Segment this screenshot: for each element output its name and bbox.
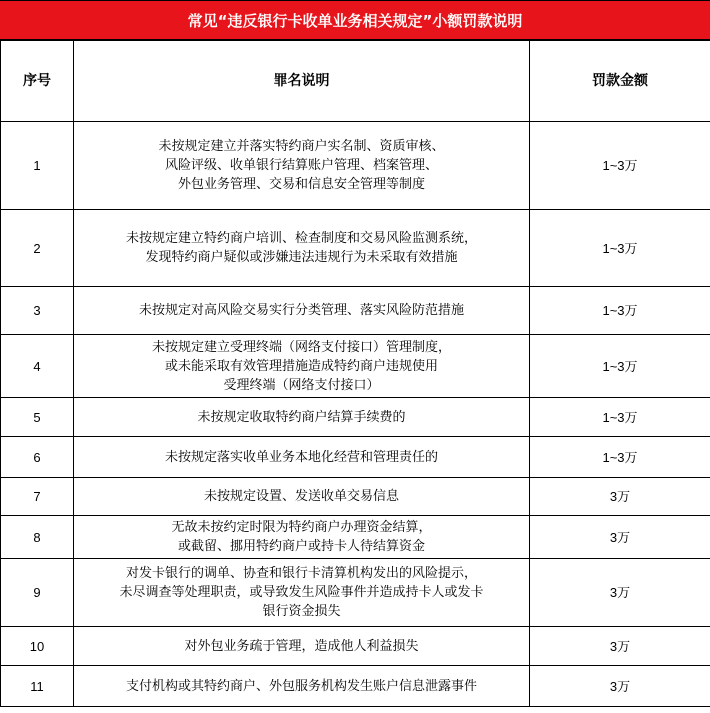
row-index: 10 (1, 627, 74, 666)
row-index: 11 (1, 666, 74, 707)
table-title: 常见“违反银行卡收单业务相关规定”小额罚款说明 (0, 0, 710, 40)
table-row (1, 478, 710, 516)
header-fine: 罚款金额 (530, 41, 710, 122)
table-row (1, 666, 710, 707)
row-index: 7 (1, 478, 74, 516)
table-row (1, 122, 710, 210)
header-index: 序号 (1, 41, 74, 122)
table-row (1, 335, 710, 398)
row-fine: 1~3万 (530, 437, 710, 478)
table-row (1, 398, 710, 437)
table-row (1, 287, 710, 335)
header-row (1, 41, 710, 122)
table-row (1, 559, 710, 627)
row-description: 未按规定建立并落实特约商户实名制、资质审核、 风险评级、收单银行结算账户管理、档案管理、 外包业务管理、交易和信息安全管理等制度 (74, 122, 530, 210)
row-index: 6 (1, 437, 74, 478)
row-fine: 1~3万 (530, 210, 710, 287)
row-index: 8 (1, 516, 74, 559)
row-index: 9 (1, 559, 74, 627)
table-row (1, 516, 710, 559)
row-fine: 1~3万 (530, 287, 710, 335)
row-fine: 3万 (530, 627, 710, 666)
row-fine: 3万 (530, 559, 710, 627)
row-description: 未按规定建立特约商户培训、检查制度和交易风险监测系统， 发现特约商户疑似或涉嫌违法违规行为未采取有效措施 (74, 210, 530, 287)
row-index: 4 (1, 335, 74, 398)
table-row (1, 437, 710, 478)
row-index: 5 (1, 398, 74, 437)
row-index: 2 (1, 210, 74, 287)
table-row (1, 627, 710, 666)
row-fine: 3万 (530, 516, 710, 559)
row-description: 未按规定设置、发送收单交易信息 (74, 478, 530, 516)
row-description: 对外包业务疏于管理，造成他人利益损失 (74, 627, 530, 666)
row-description: 未按规定落实收单业务本地化经营和管理责任的 (74, 437, 530, 478)
fines-table (0, 40, 710, 707)
row-description: 未按规定建立受理终端（网络支付接口）管理制度， 或未能采取有效管理措施造成特约商户违规使用 受理终端（网络支付接口） (74, 335, 530, 398)
header-description: 罪名说明 (74, 41, 530, 122)
table-row (1, 210, 710, 287)
row-index: 3 (1, 287, 74, 335)
row-description: 未按规定收取特约商户结算手续费的 (74, 398, 530, 437)
row-description: 对发卡银行的调单、协查和银行卡清算机构发出的风险提示， 未尽调查等处理职责，或导致发生风险事件并造成持卡人或发卡 银行资金损失 (74, 559, 530, 627)
row-fine: 1~3万 (530, 335, 710, 398)
row-fine: 1~3万 (530, 398, 710, 437)
row-fine: 1~3万 (530, 122, 710, 210)
row-description: 未按规定对高风险交易实行分类管理、落实风险防范措施 (74, 287, 530, 335)
row-fine: 3万 (530, 478, 710, 516)
row-description: 支付机构或其特约商户、外包服务机构发生账户信息泄露事件 (74, 666, 530, 707)
row-description: 无故未按约定时限为特约商户办理资金结算， 或截留、挪用特约商户或持卡人待结算资金 (74, 516, 530, 559)
row-fine: 3万 (530, 666, 710, 707)
row-index: 1 (1, 122, 74, 210)
